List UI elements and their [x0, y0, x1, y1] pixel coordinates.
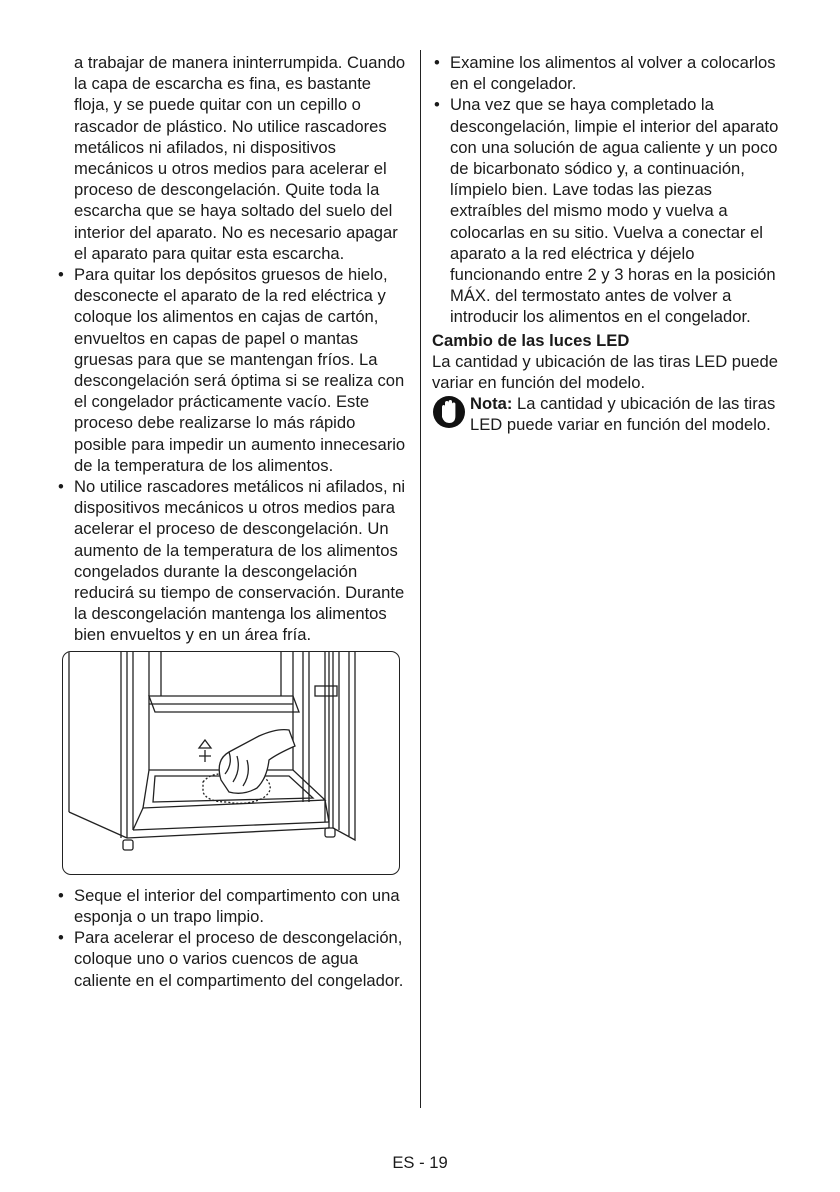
section-paragraph: La cantidad y ubicación de las tiras LED puede variar en función del modelo.: [432, 351, 778, 393]
freezer-cleaning-drawing: [63, 652, 399, 874]
column-divider: [420, 50, 421, 1108]
list-item: • Una vez que se haya completado la descongelación, limpie el interior del aparato con una solución de agua caliente y un poco de bicarbonato sódico y, a continuación, límpielo bien. Lave todas las piezas extraíbles del mismo modo y vuelva a colocarlas en su sitio. Vuelva a conectar el aparato a la red eléctrica y déjelo funcionando entre 2 y 3 horas en la posición MÁX. del termostato antes de volver a introducir los alimentos en el congelador.: [432, 94, 784, 327]
list-item: • Examine los alimentos al volver a colocarlos en el congelador.: [432, 52, 784, 94]
defrost-illustration: [62, 651, 400, 875]
bullet-list-right: [432, 52, 784, 328]
bullet-list-bottom: [56, 885, 408, 991]
right-column: [432, 52, 784, 436]
section-heading: Cambio de las luces LED: [432, 330, 630, 350]
note-label: Nota:: [470, 394, 513, 414]
note-box: [432, 393, 784, 435]
intro-continuation: a trabajar de manera ininterrumpida. Cuando la capa de escarcha es fina, es bastante floja, y se puede quitar con un cepillo o rascador de plástico. No utilice rascadores metálicos ni afilados, ni dispositivos mecánicos u otros medios para acelerar el proceso de descongelación. Quite toda la escarcha que se haya soltado del suelo del interior del aparato. No es necesario apagar el aparato para quitar esta escarcha.: [74, 53, 406, 263]
list-item: • No utilice rascadores metálicos ni afilados, ni dispositivos mecánicos u otros medios para acelerar el proceso de descongelación. Un aumento de la temperatura de los alimentos congelados durante la descongelación reducirá su tiempo de conservación. Durante la descongelación mantenga los alimentos bien envueltos y en un área fría.: [56, 476, 408, 646]
bullet-list-top: [56, 264, 408, 646]
note-text: La cantidad y ubicación de las tiras LED puede variar en función del modelo.: [470, 394, 776, 435]
hand-stop-icon: [432, 395, 466, 429]
list-item: • Seque el interior del compartimento con una esponja o un trapo limpio.: [56, 885, 408, 927]
left-column: [56, 52, 408, 991]
list-item: • Para acelerar el proceso de descongelación, coloque uno o varios cuencos de agua caliente en el compartimento del congelador.: [56, 927, 408, 991]
page-number: ES - 19: [392, 1153, 448, 1172]
list-item: • Para quitar los depósitos gruesos de hielo, desconecte el aparato de la red eléctrica y coloque los alimentos en cajas de cartón, envueltos en capas de papel o mantas gruesas para que se mantengan fríos. La descongelación será óptima si se realiza con el congelador prácticamente vacío. Este proceso debe realizarse lo más rápido posible para impedir un aumento innecesario de la temperatura de los alimentos.: [56, 264, 408, 476]
